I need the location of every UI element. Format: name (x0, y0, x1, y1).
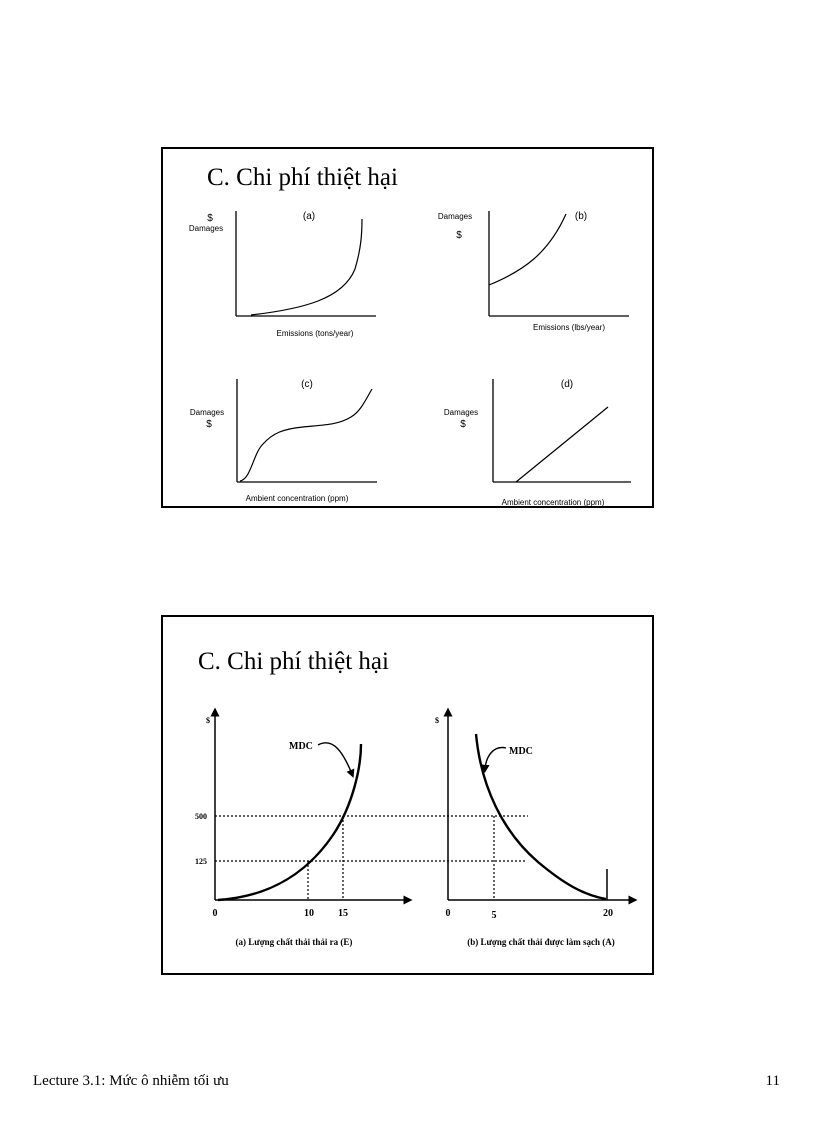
slide-mdc-charts (161, 615, 654, 975)
right-x-tick-0: 0 (445, 908, 451, 919)
right-mdc-pointer (485, 748, 506, 769)
left-mdc-label: MDC (289, 741, 313, 752)
left-ylabel: $ (206, 716, 210, 725)
panel-b-curve (489, 214, 566, 285)
panel-d-line (516, 407, 608, 482)
panel-a-curve (251, 219, 362, 315)
panel-d-ylabel-top: Damages (443, 408, 479, 417)
panel-c-ylabel-top: Damages (189, 408, 225, 417)
panel-c-label: (c) (301, 379, 313, 390)
panel-a-ylabel-bottom: Damages (188, 224, 224, 233)
slide-damage-functions (161, 147, 654, 508)
left-mdc-curve (218, 744, 361, 900)
right-mdc-label: MDC (509, 746, 533, 757)
left-mdc-pointer (318, 743, 352, 774)
panel-c-ylabel-bottom: $ (206, 419, 212, 430)
mdc-abatement-chart (435, 712, 633, 947)
damage-function-panels (163, 149, 652, 506)
right-x-tick-5: 5 (491, 910, 497, 921)
left-x-tick-15: 15 (338, 908, 348, 919)
right-caption: (b) Lượng chất thải được làm sạch (A) (467, 937, 615, 947)
panel-d-ylabel-bottom: $ (460, 419, 466, 430)
panel-b (438, 211, 629, 332)
panel-d-label: (d) (560, 379, 574, 390)
panel-a-xlabel: Emissions (tons/year) (276, 329, 354, 338)
panel-c-xlabel: Ambient concentration (ppm) (245, 494, 349, 503)
panel-c (190, 379, 377, 503)
right-ylabel: $ (435, 716, 439, 725)
panel-d-xlabel: Ambient concentration (ppm) (501, 498, 605, 506)
mdc-charts (163, 617, 652, 973)
slide-title: C. Chi phí thiệt hại (198, 648, 389, 675)
panel-a-label: (a) (302, 211, 316, 222)
page-number: 11 (765, 1073, 780, 1089)
panel-b-label: (b) (574, 211, 588, 222)
right-x-tick-20: 20 (603, 908, 613, 919)
footer-lecture-title: Lecture 3.1: Mức ô nhiễm tối ưu (33, 1073, 229, 1089)
left-x-tick-10: 10 (304, 908, 314, 919)
y-tick-500: 500 (195, 812, 207, 821)
y-tick-125: 125 (195, 857, 207, 866)
panel-a (189, 211, 376, 338)
panel-b-xlabel: Emissions (lbs/year) (532, 323, 606, 332)
slide-title: C. Chi phí thiệt hại (207, 164, 398, 191)
left-caption: (a) Lượng chất thải thải ra (E) (235, 937, 353, 947)
panel-b-ylabel-top: Damages (437, 212, 473, 221)
left-x-tick-0: 0 (212, 908, 218, 919)
panel-a-ylabel-top: $ (207, 213, 213, 224)
panel-d (444, 379, 631, 506)
panel-b-ylabel-bottom: $ (456, 230, 462, 241)
panel-c-curve (240, 389, 372, 481)
